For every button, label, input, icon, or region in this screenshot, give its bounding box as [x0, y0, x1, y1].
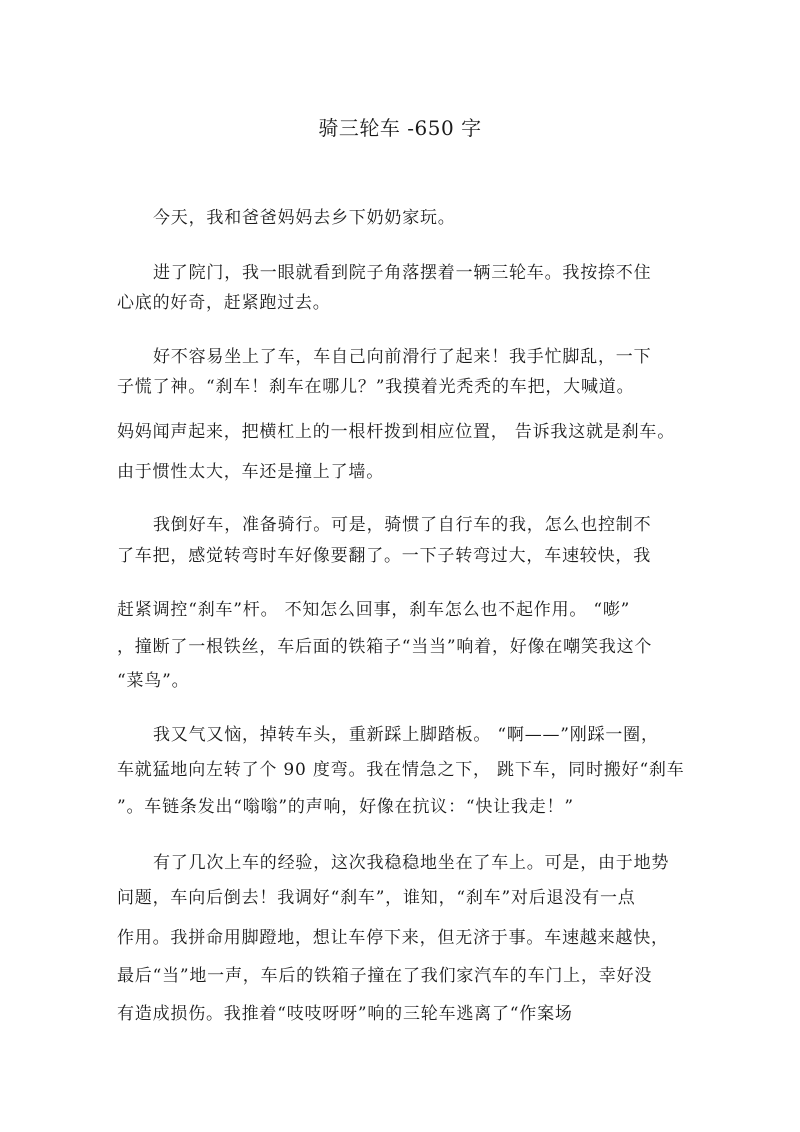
text-line: 我又气又恼，掉转车头，重新踩上脚踏板。 “啊——”刚踩一圈，	[153, 725, 659, 745]
text-line: “菜鸟”。	[117, 671, 190, 691]
text-line: 作用。我拼命用脚蹬地，想让车停下来，但无济于事。车速越来越快，	[117, 928, 669, 948]
text-line: 赶紧调控“刹车”杆。 不知怎么回事，刹车怎么也不起作用。 “嘭”	[117, 600, 631, 620]
document-title: 骑三轮车 -650 字	[318, 116, 482, 140]
text-line: 有造成损伤。我推着“吱吱呀呀”响的三轮车逃离了“作案场	[117, 1004, 573, 1024]
text-line: 了车把，感觉转弯时车好像要翻了。一下子转弯过大，车速较快，我	[117, 546, 651, 566]
text-line: 妈妈闻声起来，把横杠上的一根杆拨到相应位置， 告诉我这就是刹车。	[117, 422, 676, 442]
text-line: ”。车链条发出“嗡嗡”的声响，好像在抗议：“快让我走！”	[117, 797, 574, 817]
text-line: 由于惯性太大，车还是撞上了墙。	[117, 462, 384, 482]
text-line: 子慌了神。“刹车！刹车在哪儿？”我摸着光秃秃的车把，大喊道。	[117, 377, 635, 397]
text-line: ，撞断了一根铁丝，车后面的铁箱子“当当”响着，好像在嘲笑我这个	[117, 637, 653, 657]
text-line: 我倒好车，准备骑行。可是，骑惯了自行车的我，怎么也控制不	[153, 515, 652, 535]
text-line: 进了院门，我一眼就看到院子角落摆着一辆三轮车。我按捺不住	[153, 263, 652, 283]
text-line: 心底的好奇，赶紧跑过去。	[117, 293, 331, 313]
text-line: 今天，我和爸爸妈妈去乡下奶奶家玩。	[153, 208, 456, 228]
text-line: 最后“当”地一声，车后的铁箱子撞在了我们家汽车的车门上，幸好没	[117, 966, 653, 986]
text-line: 好不容易坐上了车，车自己向前滑行了起来！我手忙脚乱，一下	[153, 347, 652, 367]
text-line: 车就猛地向左转了个 90 度弯。我在情急之下， 跳下车，同时搬好“刹车	[117, 760, 685, 780]
text-line: 有了几次上车的经验，这次我稳稳地坐在了车上。可是，由于地势	[153, 853, 670, 873]
text-line: 问题，车向后倒去！我调好“刹车”，谁知，“刹车”对后退没有一点	[117, 888, 636, 908]
